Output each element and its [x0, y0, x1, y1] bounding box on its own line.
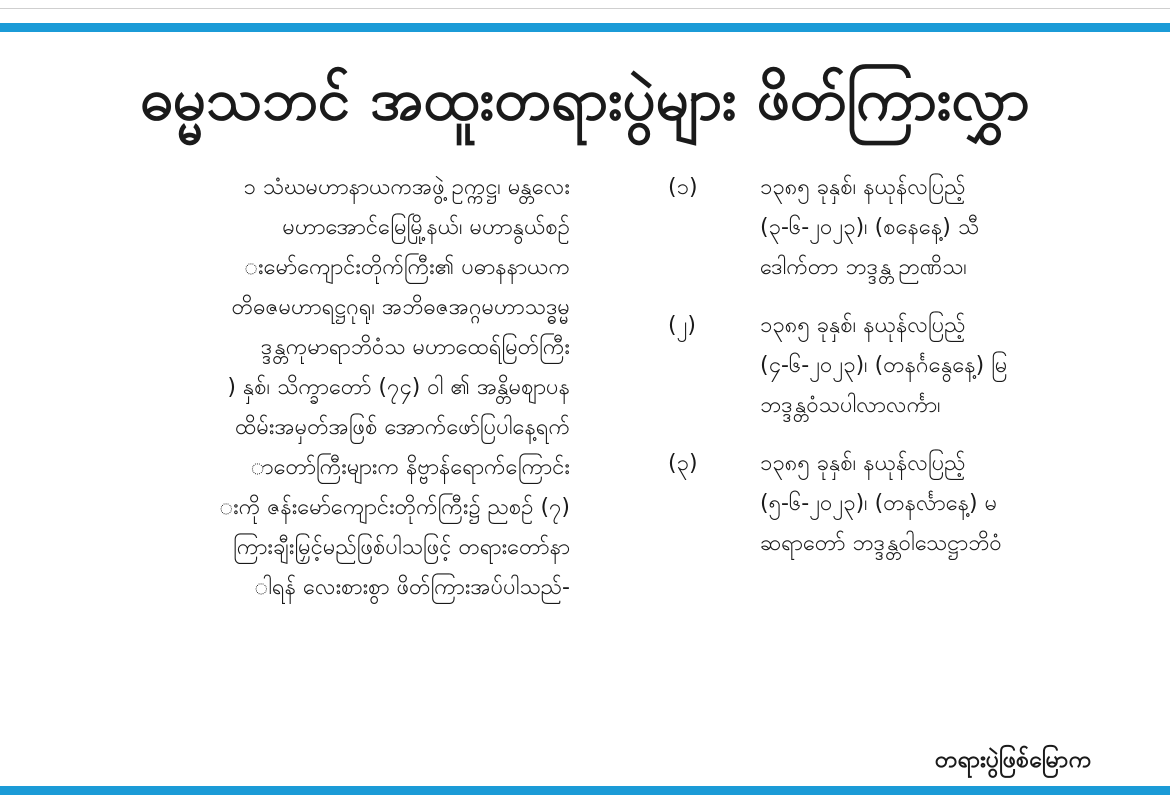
- intro-line: ာတော်ကြီးများက နိဗ္ဗာန်ရောက်ကြောင်း: [250, 455, 570, 480]
- intro-line: ဒ္ဒန္တကုမာရာဘိဝံသ မဟာထေရ်မြတ်ကြီး: [260, 335, 570, 360]
- schedule-item-number: (၁): [668, 175, 698, 200]
- footer-signature: တရားပွဲဖြစ်မြောက: [935, 747, 1091, 773]
- schedule-line: ဒေါက်တာ ဘဒ္ဒန္တ ဉာဏိသ၊: [760, 255, 967, 280]
- schedule-item: [668, 444, 1170, 564]
- schedule-line: (၅-၆-၂၀၂၃)၊ (တနင်္လာနေ့) မ: [760, 491, 998, 516]
- intro-line: းကို ဇန်းမော်ကျောင်းတိုက်ကြီး၌ ညစဉ် (၇): [219, 495, 570, 520]
- schedule-item: [668, 306, 1170, 426]
- headline: ဓမ္မသဘင် အထူးတရားပွဲများ ဖိတ်ကြားလွှာ: [140, 65, 1030, 133]
- schedule-column: [668, 168, 1170, 564]
- intro-line: မဟာအောင်မြေမြို့နယ်၊ မဟာနွယ်စဉ်: [282, 215, 570, 240]
- schedule-item-number: (၂): [668, 313, 696, 338]
- bottom-accent-bar: [0, 786, 1170, 795]
- intro-line: ) နှစ်၊ သိက္ခာတော် (၇၄) ဝါ ၏ အန္တိမစျာပန: [227, 375, 570, 400]
- intro-line: ါရန် လေးစားစွာ ဖိတ်ကြားအပ်ပါသည်-: [254, 575, 570, 600]
- schedule-line: ၁၃၈၅ ခုနှစ်၊ နယုန်လပြည့်: [760, 451, 966, 476]
- schedule-line: ဆရာတော် ဘဒ္ဒန္တဝါသေဋ္ဌာဘိဝံ: [760, 531, 1002, 556]
- schedule-line: (၃-၆-၂၀၂၃)၊ (စနေနေ့) သီ: [760, 215, 980, 240]
- intro-column: [0, 168, 570, 608]
- intro-line: ၁ သံဃမဟာနာယကအဖွဲ့ ဥက္ကဋ္ဌ၊ မန္တလေး: [243, 175, 570, 200]
- intro-line: တိဓဇမဟာရဋ္ဌဂုရု၊ အဘိဓဇအဂ္ဂမဟာသဒ္ဓမ္မ: [231, 295, 570, 320]
- intro-line: းမော်ကျောင်းတိုက်ကြီး၏ ပဓာနနာယက: [244, 255, 570, 280]
- schedule-line: ၁၃၈၅ ခုနှစ်၊ နယုန်လပြည့်: [760, 313, 966, 338]
- schedule-line: ဘဒ္ဒန္တဝံသပါလာလင်္ကာ၊: [760, 393, 941, 418]
- schedule-item-number: (၃): [668, 451, 698, 476]
- schedule-item: [668, 168, 1170, 288]
- top-accent-bar: [0, 23, 1170, 32]
- intro-line: ကြားချီးမြှင့်မည်ဖြစ်ပါသဖြင့် တရားတော်နာ: [233, 535, 570, 560]
- top-rule: [0, 8, 1170, 9]
- schedule-line: (၄-၆-၂၀၂၃)၊ (တနင်္ဂနွေနေ့) မြ: [760, 353, 1008, 378]
- intro-line: ထိမ်းအမှတ်အဖြစ် အောက်ဖော်ပြပါနေ့ရက်: [235, 415, 570, 440]
- schedule-line: ၁၃၈၅ ခုနှစ်၊ နယုန်လပြည့်: [760, 175, 966, 200]
